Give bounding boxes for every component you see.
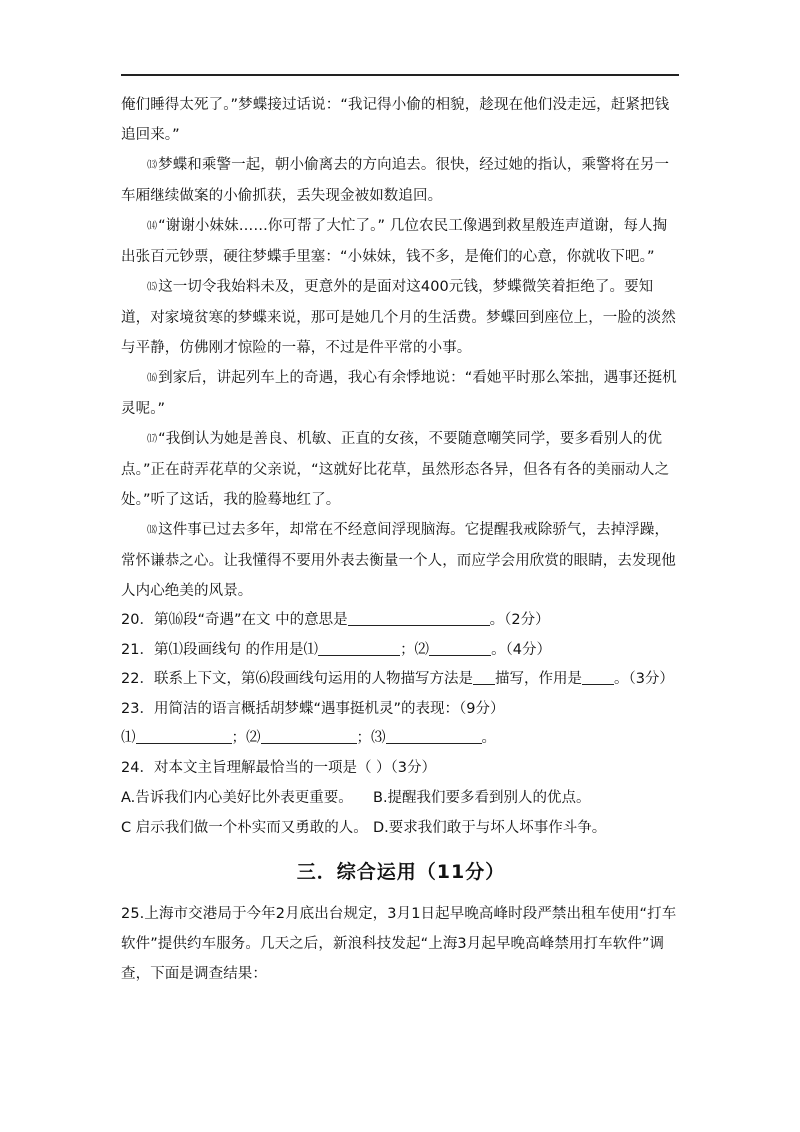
option-d[interactable]: D.要求我们敢于与坏人坏事作斗争。 [373,820,607,836]
section-title: 三．综合运用（11分） [296,861,506,883]
paragraph-15 [121,272,681,363]
options-row-1 [121,783,681,813]
paragraph-text: 到家后，讲起列车上的奇遇，我心有余悸地说：“看她平时那么笨拙，遇事还挺机灵呢。” [121,370,677,417]
paragraph-text: “谢谢小妹妹……你可帮了大忙了。” 几位农民工像遇到救星般连声道谢，每人掏出张百元钞票，硬往梦蝶手里塞：“小妹妹，钱不多，是俺们的心意，你就收下吧。” [121,218,668,265]
paragraph-text: 梦蝶和乘警一起，朝小偷离去的方向追去。很快，经过她的指认，乘警将在另一车厢继续做案的小偷抓获，丢失现金被如数追回。 [121,157,670,204]
blank-label: ；⑶ [356,730,386,746]
question-24 [121,754,681,784]
paragraph-text: “我倒认为她是善良、机敏、正直的女孩，不要随意嘲笑同学，要多看别人的优点。”正在莳弄花草的父亲说，“这就好比花草，虽然形态各异，但各有各的美丽动人之处。”听了这话，我的脸蓦地红了。 [121,431,670,508]
blank-label: ；⑵ [231,730,261,746]
paragraph-text: 这一切令我始料未及，更意外的是面对这400元钱，梦蝶微笑着拒绝了。要知道，对家境贫寒的梦蝶来说，那可是她几个月的生活费。梦蝶回到座位上，一脸的淡然与平静，仿佛刚才惊险的一幕，不过是件平常的小事。 [121,279,676,356]
question-text-2: ；⑵ [400,641,430,658]
answer-blank[interactable] [261,729,357,744]
question-text: 24．对本文主旨理解最恰当的一项是（ ）（3分） [121,759,437,776]
answer-blank[interactable] [318,641,400,656]
paragraph-number: ⒂ [147,282,158,293]
paragraph-18 [121,515,681,606]
answer-blank[interactable] [136,729,232,744]
question-text-2: 描写，作用是 [494,671,582,687]
question-25: 25.上海市交港局于今年2月底出台规定，3月1日起早晚高峰时段严禁出租车使用“打车软件”提供约车服务。几天之后，新浪科技发起“上海3月起早晚高峰禁用打车软件”调查，下面是调查结果： [121,906,677,982]
header-rule [121,74,679,76]
document-page [121,90,681,989]
answer-blank[interactable] [348,611,490,626]
paragraph-number: ⒄ [147,434,158,445]
question-points: 。（3分） [613,671,674,687]
option-a[interactable]: A.告诉我们内心美好比外表更重要。 [121,790,353,806]
question-points: 。（2分） [489,612,550,628]
question-21 [121,636,681,666]
question-22 [121,665,681,695]
paragraph-text: 这件事已过去多年，却常在不经意间浮现脑海。它提醒我戒除骄气，去掉浮躁，常怀谦恭之心。让我懂得不要用外表去衡量一个人，而应学会用欣赏的眼睛，去发现他人内心绝美的风景。 [121,522,676,599]
paragraph-16 [121,363,681,424]
paragraph-number: ⒃ [147,373,158,384]
paragraph-continued: 俺们睡得太死了。”梦蝶接过话说：“我记得小偷的相貌，趁现在他们没走远，赶紧把钱追回来。” [121,97,670,143]
paragraph-13 [121,150,681,211]
answer-blank[interactable] [429,641,491,656]
answer-blank[interactable] [582,670,614,685]
question-text: 21．第⑴段画线句 的作用是⑴ [121,641,319,658]
question-text: 22．联系上下文，第⑹段画线句运用的人物描写方法是 [121,671,473,687]
blank-label: ⑴ [121,730,136,746]
answer-blank[interactable] [473,670,495,685]
blank-label: 。 [481,730,496,746]
paragraph-number: ⒀ [147,160,158,171]
paragraph-17 [121,424,681,515]
question-20 [121,606,681,636]
options-row-2 [121,813,681,843]
option-c[interactable]: C 启示我们做一个朴实而又勇敢的人。 [121,820,368,836]
paragraph-number: ⒁ [147,221,158,232]
question-text: 23．用简洁的语言概括胡梦蝶“遇事挺机灵”的表现：（9分） [121,700,505,717]
paragraph-number: ⒅ [147,525,158,536]
question-points: 。（4分） [491,641,552,658]
option-b[interactable]: B.提醒我们要多看到别人的优点。 [373,790,591,806]
question-23 [121,695,681,725]
answer-blank[interactable] [386,729,482,744]
paragraph-14 [121,211,681,272]
question-23-blanks [121,724,681,754]
question-text: 20．第⒃段“奇遇”在文 中的意思是 [121,612,348,628]
